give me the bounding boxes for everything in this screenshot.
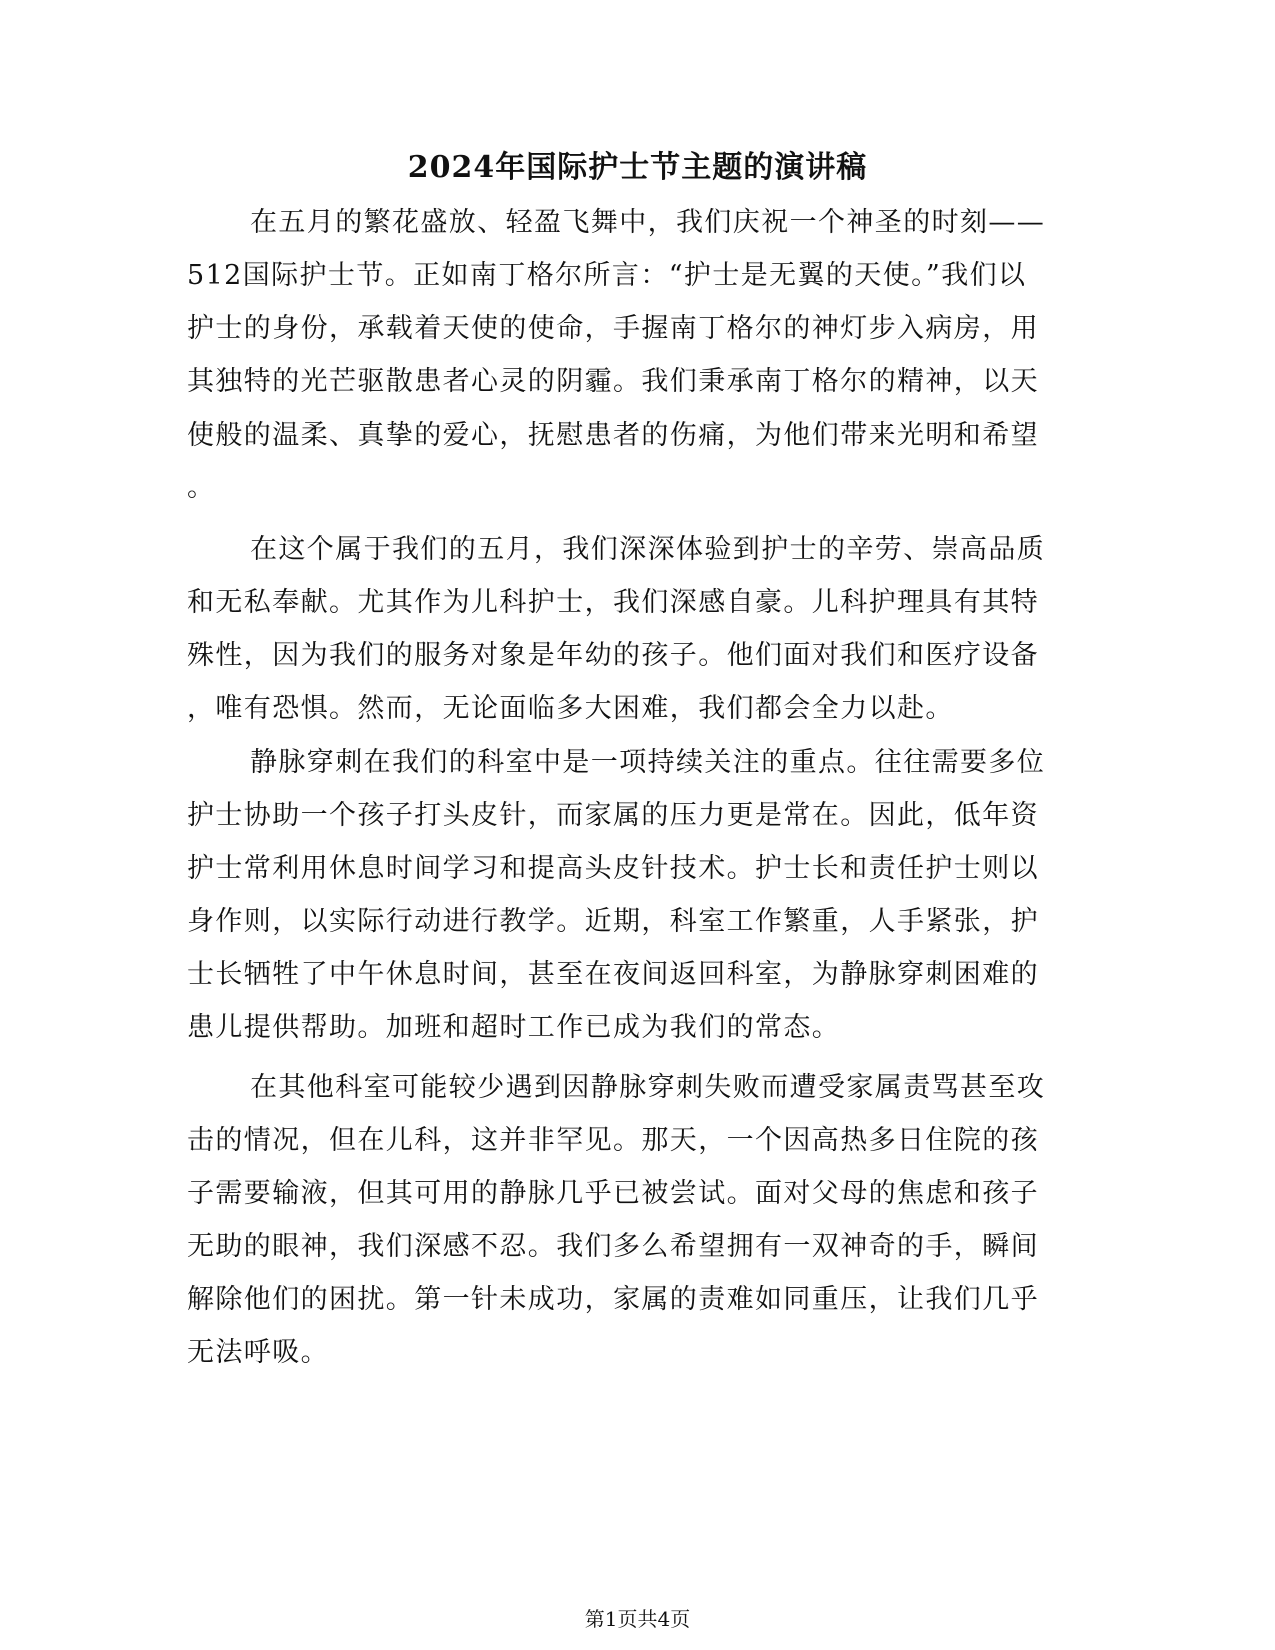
text-line: 和无私奉献。尤其作为儿科护士，我们深感自豪。儿科护理具有其特 bbox=[187, 587, 1039, 618]
text-line: 击的情况，但在儿科，这并非罕见。那天，一个因高热多日住院的孩 bbox=[187, 1125, 1039, 1156]
text-line: 护士的身份，承载着天使的使命，手握南丁格尔的神灯步入病房，用 bbox=[187, 313, 1039, 344]
text-line: 512国际护士节。正如南丁格尔所言：“护士是无翼的天使。”我们以 bbox=[187, 260, 1027, 291]
text-line: 士长牺牲了中午休息时间，甚至在夜间返回科室，为静脉穿刺困难的 bbox=[187, 959, 1039, 990]
text-line: 使般的温柔、真挚的爱心，抚慰患者的伤痛，为他们带来光明和希望 bbox=[187, 420, 1039, 451]
text-line: 护士常利用休息时间学习和提高头皮针技术。护士长和责任护士则以 bbox=[187, 853, 1039, 884]
text-line: 解除他们的困扰。第一针未成功，家属的责难如同重压，让我们几乎 bbox=[187, 1284, 1039, 1315]
text-line: 静脉穿刺在我们的科室中是一项持续关注的重点。往往需要多位 bbox=[250, 747, 1046, 778]
text-line: 无助的眼神，我们深感不忍。我们多么希望拥有一双神奇的手，瞬间 bbox=[187, 1231, 1039, 1262]
document-title: 2024年国际护士节主题的演讲稿 bbox=[407, 150, 868, 185]
text-line: 在五月的繁花盛放、轻盈飞舞中，我们庆祝一个神圣的时刻—— bbox=[250, 207, 1046, 238]
text-line: 患儿提供帮助。加班和超时工作已成为我们的常态。 bbox=[187, 1012, 841, 1043]
text-line: 无法呼吸。 bbox=[187, 1337, 329, 1368]
text-line: 护士协助一个孩子打头皮针，而家属的压力更是常在。因此，低年资 bbox=[187, 800, 1039, 831]
text-line: 在其他科室可能较少遇到因静脉穿刺失败而遭受家属责骂甚至攻 bbox=[250, 1072, 1046, 1103]
text-line: 。 bbox=[187, 472, 216, 503]
text-line: 子需要输液，但其可用的静脉几乎已被尝试。面对父母的焦虑和孩子 bbox=[187, 1178, 1039, 1209]
page-number: 第1页共4页 bbox=[584, 1607, 691, 1631]
text-line: 身作则，以实际行动进行教学。近期，科室工作繁重，人手紧张，护 bbox=[187, 906, 1039, 937]
text-line: 在这个属于我们的五月，我们深深体验到护士的辛劳、崇高品质 bbox=[250, 534, 1046, 565]
text-line: 其独特的光芒驱散患者心灵的阴霾。我们秉承南丁格尔的精神，以天 bbox=[187, 366, 1039, 397]
text-line: ，唯有恐惧。然而，无论面临多大困难，我们都会全力以赴。 bbox=[187, 693, 954, 724]
text-line: 殊性，因为我们的服务对象是年幼的孩子。他们面对我们和医疗设备 bbox=[187, 640, 1039, 671]
